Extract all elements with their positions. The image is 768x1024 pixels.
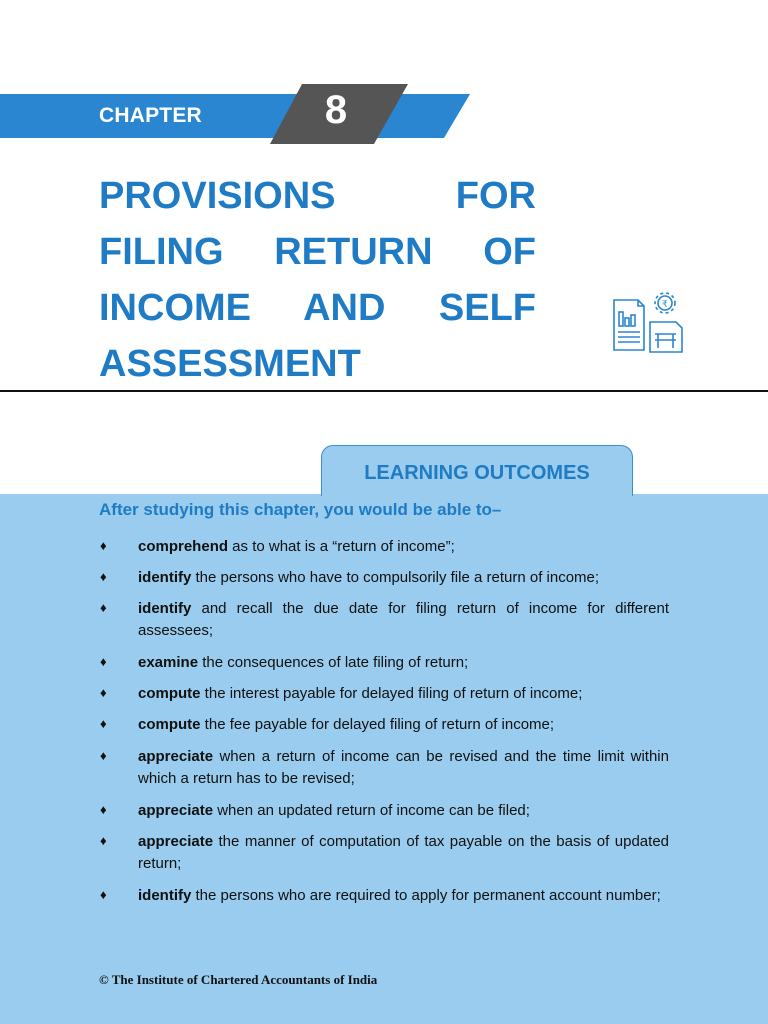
chapter-number: 8 (324, 88, 348, 132)
bullet-icon: ♦ (100, 748, 107, 763)
outcome-verb: compute (138, 685, 201, 702)
outcome-text: the manner of computation of tax payable on the basis of updated return; (138, 833, 669, 872)
outcome-text: when a return of income can be revised and the time limit within which a return has to be revised; (138, 748, 669, 787)
outcome-verb: appreciate (138, 833, 214, 850)
learning-outcome-item (138, 831, 669, 875)
learning-outcome-item (138, 885, 669, 907)
outcome-text: when an updated return of income can be filed; (213, 802, 530, 819)
outcome-text: the fee payable for delayed filing of return of income; (200, 716, 555, 733)
outcome-verb: comprehend (138, 538, 229, 555)
bullet-icon: ♦ (100, 716, 107, 731)
learning-outcome-item (138, 714, 669, 736)
learning-outcome-item (138, 598, 669, 642)
learning-outcome-item (138, 567, 669, 589)
outcome-text: the persons who have to compulsorily file a return of income; (191, 569, 600, 586)
outcome-text: as to what is a “return of income”; (228, 538, 455, 555)
bullet-icon: ♦ (100, 685, 107, 700)
learning-outcome-item (138, 746, 669, 790)
svg-text:₹: ₹ (662, 300, 668, 310)
bullet-icon: ♦ (100, 654, 107, 669)
outcome-text: the interest payable for delayed filing of return of income; (200, 685, 583, 702)
bullet-icon: ♦ (100, 833, 107, 848)
outcome-verb: identify (138, 887, 192, 904)
learning-outcomes-intro: After studying this chapter, you would be able to– (99, 500, 502, 519)
copyright-footer: © The Institute of Chartered Accountants of India (99, 972, 378, 987)
outcome-verb: compute (138, 716, 201, 733)
bullet-icon: ♦ (100, 887, 107, 902)
bullet-icon: ♦ (100, 569, 107, 584)
learning-outcome-item (138, 652, 669, 674)
outcome-verb: identify (138, 600, 192, 617)
outcome-text: and recall the due date for filing return of income for different assessees; (138, 600, 669, 639)
outcome-text: the consequences of late filing of return; (198, 654, 469, 671)
outcome-verb: appreciate (138, 748, 214, 765)
learning-outcome-item (138, 800, 669, 822)
outcome-verb: identify (138, 569, 192, 586)
chapter-title: PROVISIONS FOR FILING RETURN OF INCOME AND SELF ASSESSMENT (99, 175, 536, 385)
bullet-icon: ♦ (100, 802, 107, 817)
outcome-text: the persons who are required to apply for permanent account number; (191, 887, 661, 904)
outcome-verb: examine (138, 654, 199, 671)
bullet-icon: ♦ (100, 600, 107, 615)
learning-outcomes-heading: LEARNING OUTCOMES (364, 462, 590, 484)
outcome-verb: appreciate (138, 802, 214, 819)
bullet-icon: ♦ (100, 538, 107, 553)
chapter-label: CHAPTER (99, 104, 202, 127)
learning-outcome-item (138, 536, 669, 558)
learning-outcome-item (138, 683, 669, 705)
